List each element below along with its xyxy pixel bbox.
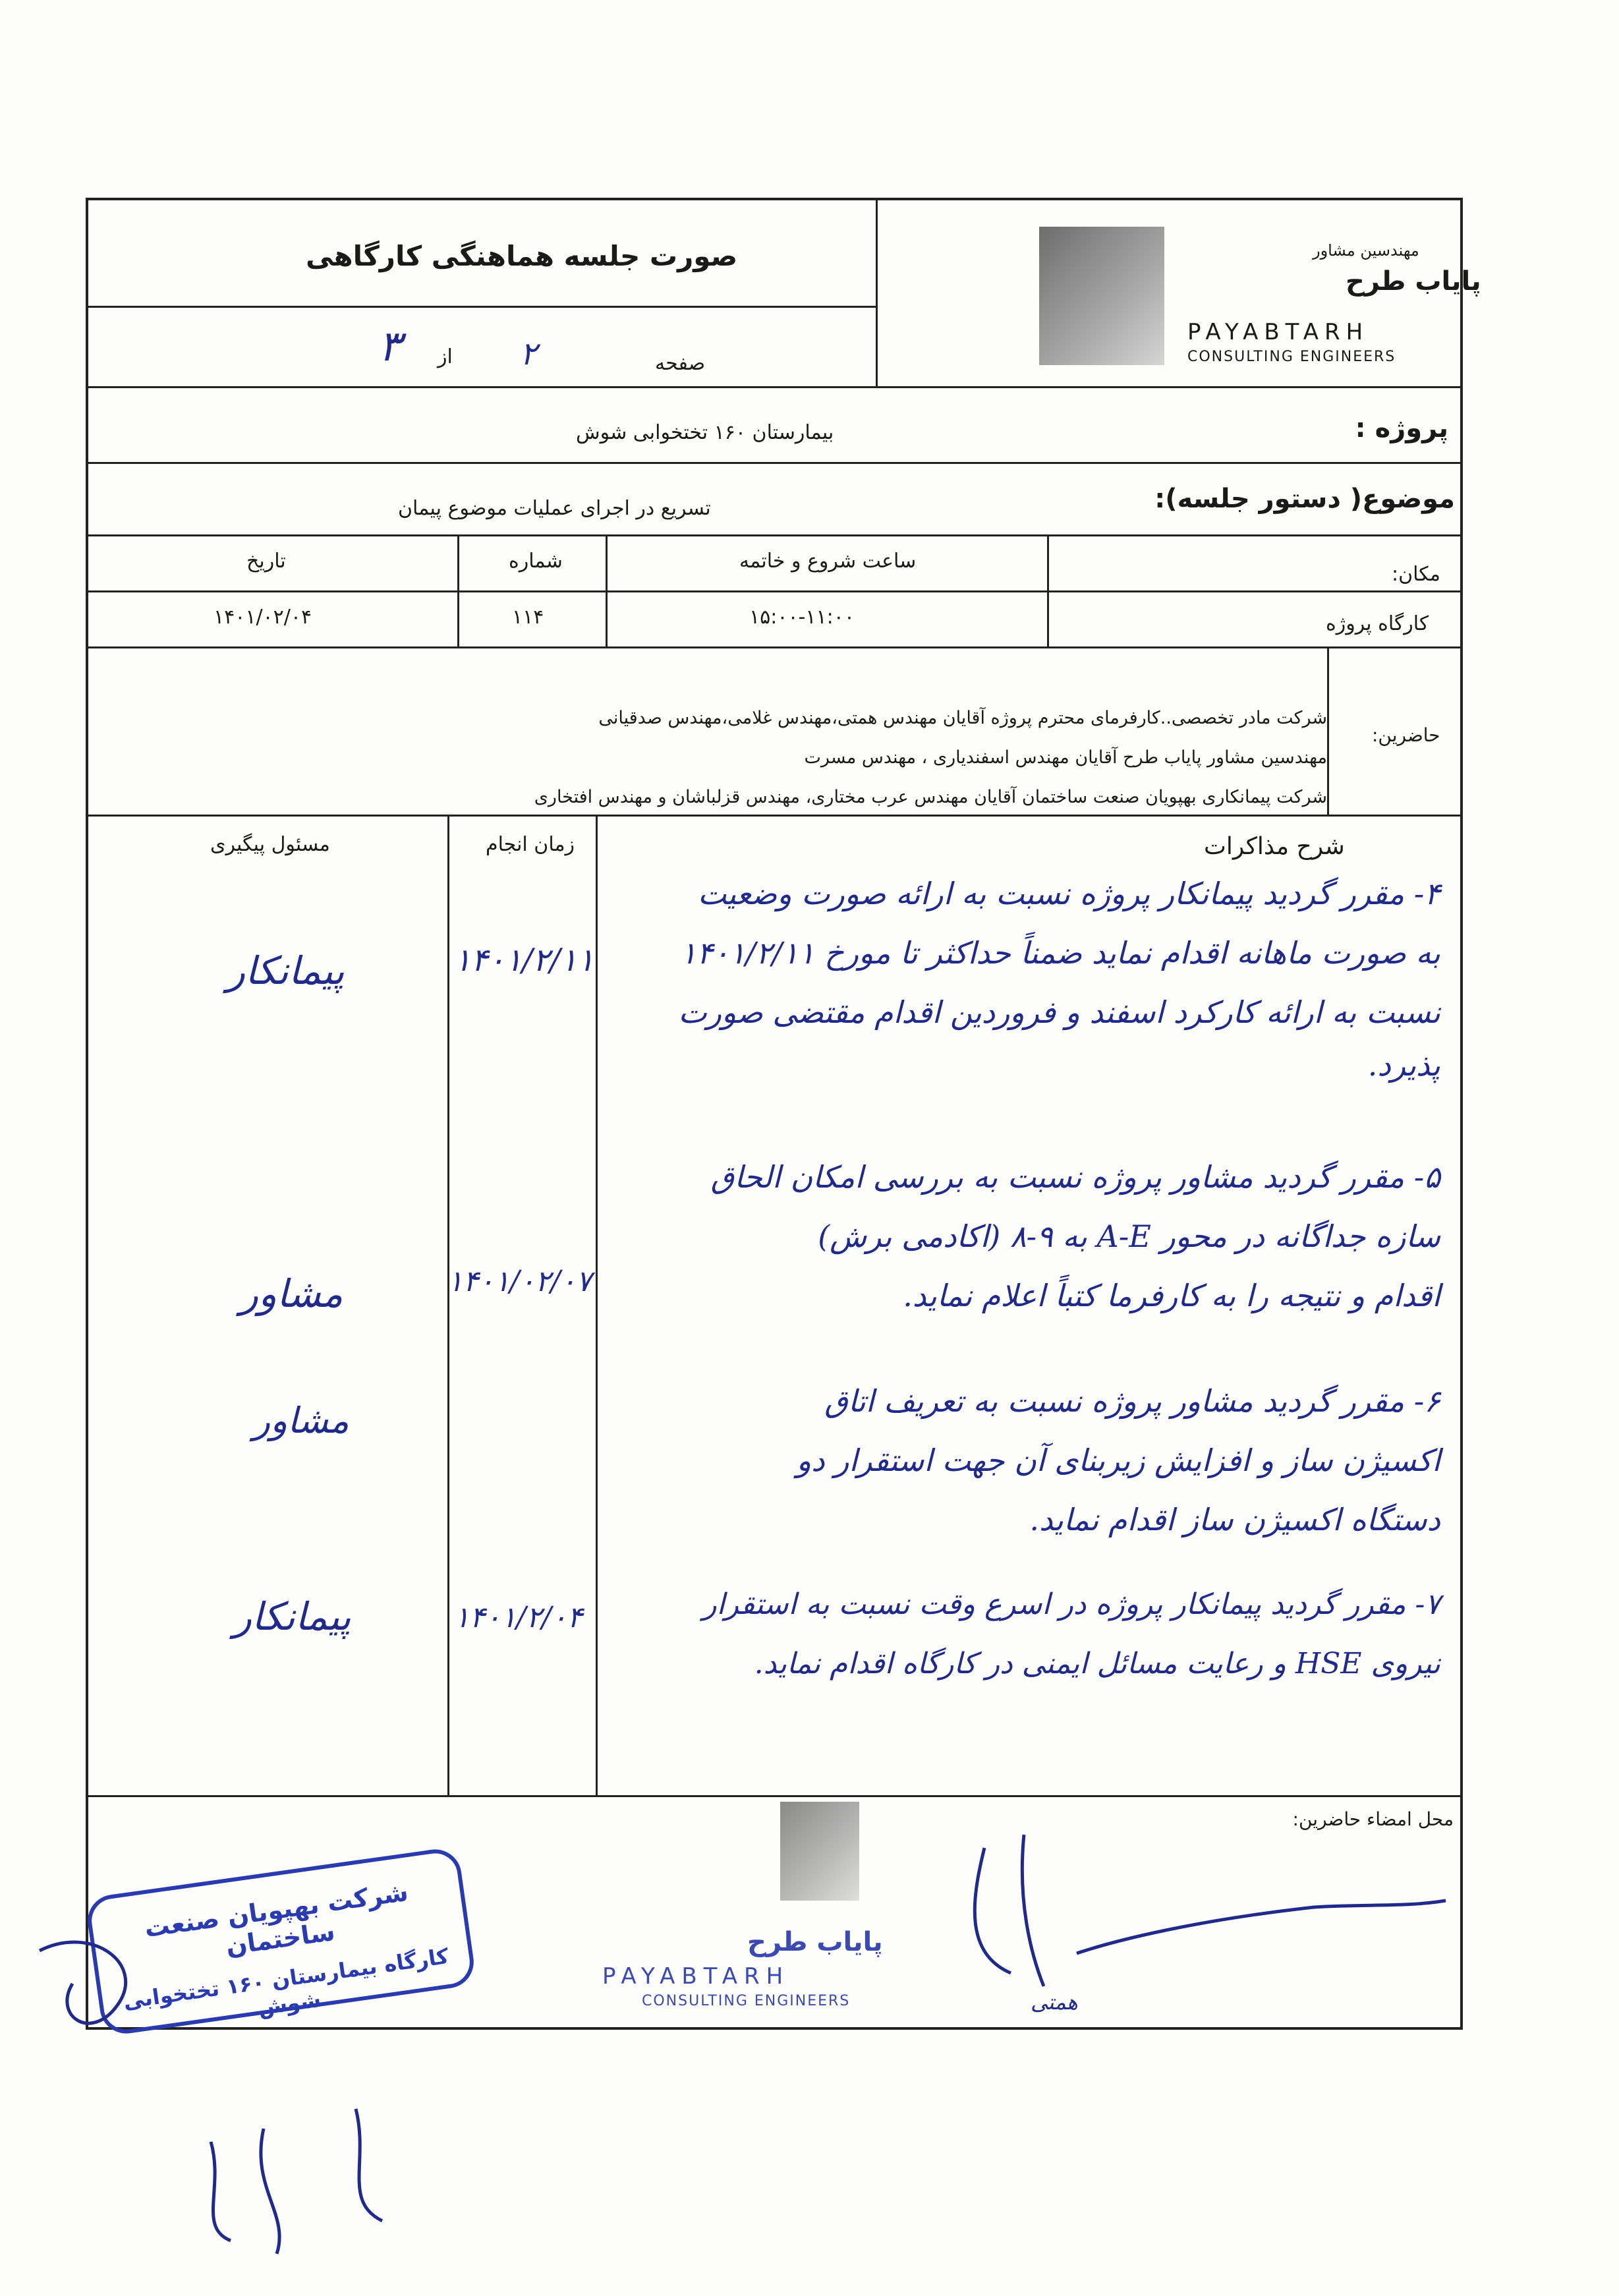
place-header-cell — [1047, 536, 1465, 590]
project-label: پروژه : — [1355, 413, 1448, 444]
attendee-line-1: شرکت مادر تخصصی..کارفرمای محترم پروژه آقایان مهندس همتی،مهندس غلامی،مهندس صدقیانی — [598, 708, 1327, 728]
item-line: ۴- مقرر گردید پیمانکار پروژه نسبت به ارائه صورت وضعیت — [698, 876, 1440, 911]
logo-cell — [876, 200, 1481, 386]
of-label: از — [438, 345, 453, 368]
minutes-form — [86, 198, 1481, 2030]
place-value: کارگاه پروژه — [1326, 612, 1429, 635]
header-row — [88, 200, 1481, 388]
meta-header-row — [88, 536, 1460, 592]
company-logo-mark — [1039, 227, 1164, 365]
number-header-cell — [457, 536, 606, 590]
item-owner: مشاور — [240, 1271, 343, 1316]
signature-strokes — [945, 1822, 1459, 2019]
item-line: ۵- مقرر گردید مشاور پروژه نسبت به بررسی امکان الحاق — [710, 1159, 1440, 1195]
stamp-company-fa: پایاب طرح — [747, 1927, 883, 1957]
time-value: ۱۵:۰۰-۱۱:۰۰ — [749, 606, 855, 629]
discussion-table — [88, 817, 1460, 1797]
company-fa-top: مهندسین مشاور — [1313, 241, 1419, 260]
agenda-label: موضوع( دستور جلسه): — [1154, 484, 1455, 514]
item-line: ۷- مقرر گردید پیمانکار پروژه در اسرع وقت نسبت به استقرار — [702, 1588, 1440, 1621]
item-date: ۱۴۰۱/۲/۱۱ — [454, 942, 594, 979]
stamp-company-en: PAYABTARH — [602, 1963, 790, 1990]
owner-header: مسئول پیگیری — [210, 833, 330, 856]
item-owner: مشاور — [253, 1400, 349, 1441]
time-header: زمان انجام — [486, 833, 575, 856]
attendees-lines — [88, 648, 1327, 815]
company-fa-name: پایاب طرح — [1346, 266, 1481, 297]
attendees-row — [88, 648, 1460, 817]
item-line: به صورت ماهانه اقدام نماید ضمناً حداکثر تا مورخ ۱۴۰۱/۲/۱۱ — [680, 935, 1440, 971]
date-value: ۱۴۰۱/۰۲/۰۴ — [213, 606, 312, 629]
number-value-cell — [457, 592, 606, 646]
time-header-cell — [606, 536, 1047, 590]
number-value: ۱۱۴ — [512, 606, 544, 629]
item-line: سازه جداگانه در محور A-E به ۹-۸ (اکادمی برش) — [818, 1219, 1440, 1254]
item-line: نسبت به ارائه کارکرد اسفند و فروردین اقدام مقتضی صورت — [678, 994, 1440, 1030]
agenda-value: تسریع در اجرای عملیات موضوع پیمان — [398, 497, 711, 520]
page-title: صورت جلسه هماهنگی کارگاهی — [306, 240, 738, 272]
page-label: صفحه — [655, 352, 706, 375]
stamp-line-1: شرکت بهپویان صنعت ساختمان — [142, 1877, 411, 1961]
item-line: اکسیژن ساز و افزایش زیربنای آن جهت استقرار دو — [796, 1443, 1440, 1478]
item-line: دستگاه اکسیژن ساز اقدام نماید. — [1029, 1502, 1440, 1537]
item-line: اقدام و نتیجه را به کارفرما کتباً اعلام نماید. — [903, 1278, 1440, 1313]
meta-value-row — [88, 592, 1460, 648]
desc-header: شرح مذاکرات — [1204, 833, 1345, 860]
item-line: ۶- مقرر گردید مشاور پروژه نسبت به تعریف اتاق — [824, 1383, 1440, 1419]
page-total: ۳ — [378, 322, 401, 371]
item-owner: پیمانکار — [227, 948, 345, 993]
signature-label: محل امضاء حاضرین: — [1292, 1808, 1454, 1830]
margin-signatures — [13, 1911, 474, 2280]
time-label: ساعت شروع و خاتمه — [739, 550, 917, 573]
number-label: شماره — [509, 550, 563, 573]
attendees-label-cell — [1327, 648, 1465, 815]
attendees-label: حاضرین: — [1372, 724, 1440, 746]
place-value-cell — [1047, 592, 1465, 646]
time-value-cell — [606, 592, 1047, 646]
company-en-sub: CONSULTING ENGINEERS — [1187, 349, 1396, 365]
date-label: تاریخ — [246, 550, 286, 573]
signature-name: همتی — [1031, 1990, 1078, 2015]
company-en-name: PAYABTARH — [1187, 319, 1369, 345]
stamp-company-en-sub: CONSULTING ENGINEERS — [642, 1993, 851, 2009]
place-label: مکان: — [1392, 563, 1440, 586]
agenda-row — [88, 464, 1460, 536]
title-area — [88, 200, 876, 308]
item-owner: پیمانکار — [233, 1594, 351, 1639]
project-value: بیمارستان ۱۶۰ تختخوابی شوش — [576, 421, 834, 444]
item-line: نیروی HSE و رعایت مسائل ایمنی در کارگاه اقدام نماید. — [754, 1647, 1440, 1680]
stamp-line-2: کارگاه بیمارستان ۱۶۰ تختخوابی شوش — [121, 1943, 451, 2021]
header-title-block — [88, 200, 876, 386]
attendee-line-3: شرکت پیمانکاری بهپویان صنعت ساختمان آقایان مهندس عرب مختاری، مهندس قزلباشان و مهندس افتخاری — [534, 787, 1327, 807]
project-row — [88, 388, 1460, 464]
consultant-stamp-logo — [780, 1802, 859, 1901]
item-line: پذیرد. — [1367, 1047, 1440, 1083]
item-date: ۱۴۰۱/۲/۰۴ — [454, 1601, 583, 1634]
attendee-line-2: مهندسین مشاور پایاب طرح آقایان مهندس اسفندیاری ، مهندس مسرت — [804, 747, 1327, 768]
page-number: ۲ — [520, 335, 537, 372]
item-date: ۱۴۰۱/۰۲/۰۷ — [447, 1265, 592, 1298]
